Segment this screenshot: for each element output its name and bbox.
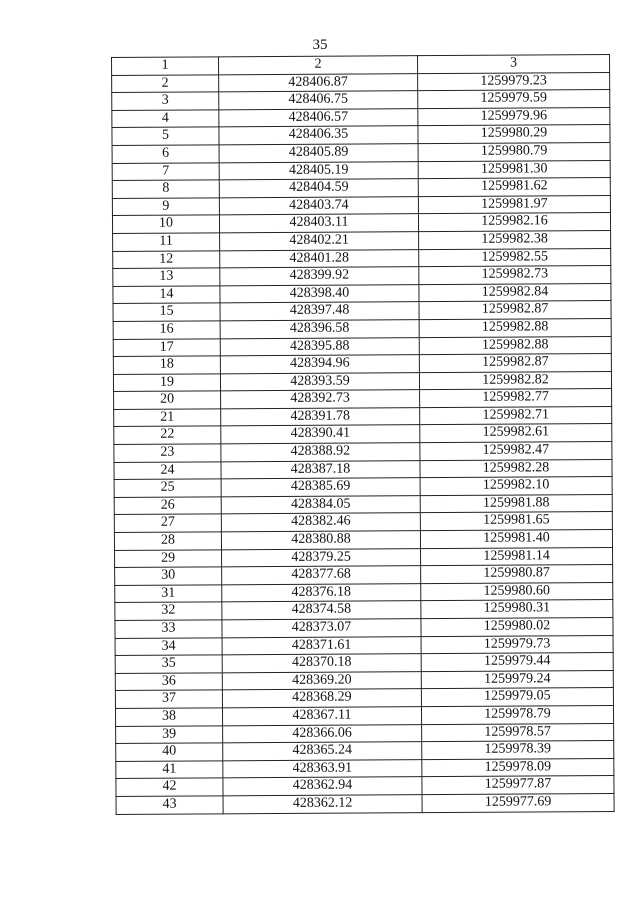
x-coordinate-cell: 428403.11 — [219, 214, 418, 233]
y-coordinate-cell: 1259979.44 — [421, 653, 613, 672]
point-number-cell: 17 — [113, 338, 220, 356]
point-number-cell: 26 — [114, 497, 221, 515]
table-row — [114, 389, 612, 410]
x-coordinate-cell: 428387.18 — [221, 460, 420, 479]
x-coordinate-cell: 428394.96 — [220, 355, 419, 374]
table-row — [112, 90, 610, 111]
x-coordinate-cell: 428402.21 — [220, 232, 419, 251]
page-number: 35 — [312, 37, 328, 53]
x-coordinate-cell: 428396.58 — [220, 320, 419, 339]
table-row — [113, 318, 611, 339]
y-coordinate-cell: 1259979.05 — [421, 688, 613, 707]
y-coordinate-cell: 1259978.39 — [422, 741, 614, 760]
y-coordinate-cell: 1259980.60 — [421, 582, 613, 601]
table-row — [112, 125, 610, 146]
x-coordinate-cell: 428379.25 — [222, 548, 421, 567]
y-coordinate-cell: 1259981.30 — [418, 160, 610, 179]
y-coordinate-cell: 1259979.73 — [421, 635, 613, 654]
y-coordinate-cell: 1259982.77 — [420, 389, 612, 408]
point-number-cell: 37 — [115, 690, 222, 708]
x-coordinate-cell: 428401.28 — [220, 249, 419, 268]
table-row — [112, 195, 610, 216]
x-coordinate-cell: 428366.06 — [223, 724, 422, 743]
y-coordinate-cell: 1259980.29 — [418, 125, 610, 144]
x-coordinate-cell: 428368.29 — [222, 689, 421, 708]
table-row — [116, 793, 614, 814]
point-number-cell: 28 — [114, 532, 221, 550]
table-row — [114, 512, 612, 533]
point-number-cell: 23 — [114, 444, 221, 462]
y-coordinate-cell: 1259981.14 — [421, 547, 613, 566]
x-coordinate-cell: 428403.74 — [219, 196, 418, 215]
table-row — [116, 723, 614, 744]
point-number-cell: 39 — [116, 725, 223, 743]
x-coordinate-cell: 428373.07 — [222, 619, 421, 638]
y-coordinate-cell: 1259981.65 — [420, 512, 612, 531]
point-number-cell: 42 — [116, 778, 223, 796]
x-coordinate-cell: 428385.69 — [221, 478, 420, 497]
x-coordinate-cell: 428406.35 — [219, 126, 418, 145]
y-coordinate-cell: 1259979.24 — [421, 670, 613, 689]
y-coordinate-cell: 1259979.59 — [418, 90, 610, 109]
point-number-cell: 4 — [112, 110, 219, 128]
y-coordinate-cell: 1259982.10 — [420, 477, 612, 496]
table-row — [116, 758, 614, 779]
point-number-cell: 24 — [114, 461, 221, 479]
x-coordinate-cell: 428384.05 — [221, 495, 420, 514]
point-number-cell: 6 — [112, 145, 219, 163]
point-number-cell: 34 — [115, 637, 222, 655]
x-coordinate-cell: 428376.18 — [222, 583, 421, 602]
y-coordinate-cell: 1259982.28 — [420, 459, 612, 478]
table-row — [114, 424, 612, 445]
column-header: 1 — [112, 57, 219, 75]
point-number-cell: 35 — [115, 655, 222, 673]
y-coordinate-cell: 1259982.47 — [420, 442, 612, 461]
y-coordinate-cell: 1259982.87 — [419, 354, 611, 373]
point-number-cell: 10 — [112, 215, 219, 233]
point-number-cell: 9 — [112, 198, 219, 216]
coordinates-table — [111, 54, 615, 815]
point-number-cell: 14 — [113, 286, 220, 304]
table-row — [115, 600, 613, 621]
table-row — [113, 336, 611, 357]
x-coordinate-cell: 428404.59 — [219, 179, 418, 198]
point-number-cell: 11 — [113, 233, 220, 251]
point-number-cell: 21 — [114, 409, 221, 427]
x-coordinate-cell: 428406.57 — [219, 108, 418, 127]
table-row — [115, 617, 613, 638]
point-number-cell: 15 — [113, 303, 220, 321]
y-coordinate-cell: 1259981.97 — [418, 195, 610, 214]
x-coordinate-cell: 428405.89 — [219, 144, 418, 163]
x-coordinate-cell: 428406.75 — [219, 91, 418, 110]
table-row — [115, 670, 613, 691]
point-number-cell: 30 — [115, 567, 222, 585]
x-coordinate-cell: 428365.24 — [223, 742, 422, 761]
point-number-cell: 25 — [114, 479, 221, 497]
x-coordinate-cell: 428367.11 — [222, 707, 421, 726]
point-number-cell: 5 — [112, 127, 219, 145]
table-row — [113, 301, 611, 322]
x-coordinate-cell: 428392.73 — [221, 390, 420, 409]
x-coordinate-cell: 428370.18 — [222, 654, 421, 673]
x-coordinate-cell: 428398.40 — [220, 284, 419, 303]
y-coordinate-cell: 1259982.71 — [420, 406, 612, 425]
y-coordinate-cell: 1259980.02 — [421, 617, 613, 636]
table-row — [114, 477, 612, 498]
x-coordinate-cell: 428362.12 — [223, 795, 422, 814]
y-coordinate-cell: 1259982.38 — [419, 230, 611, 249]
x-coordinate-cell: 428395.88 — [220, 337, 419, 356]
point-number-cell: 41 — [116, 761, 223, 779]
table-row — [115, 653, 613, 674]
table-row — [115, 635, 613, 656]
point-number-cell: 43 — [116, 796, 223, 814]
table-row — [113, 266, 611, 287]
table-row — [112, 178, 610, 199]
y-coordinate-cell: 1259981.88 — [420, 494, 612, 513]
x-coordinate-cell: 428399.92 — [220, 267, 419, 286]
x-coordinate-cell: 428362.94 — [223, 777, 422, 796]
table-row — [113, 371, 611, 392]
y-coordinate-cell: 1259980.31 — [421, 600, 613, 619]
y-coordinate-cell: 1259981.62 — [418, 178, 610, 197]
column-header: 3 — [417, 54, 609, 73]
y-coordinate-cell: 1259982.88 — [419, 318, 611, 337]
y-coordinate-cell: 1259980.87 — [421, 565, 613, 584]
x-coordinate-cell: 428369.20 — [222, 671, 421, 690]
table-row — [113, 283, 611, 304]
table-row — [112, 213, 610, 234]
point-number-cell: 27 — [114, 514, 221, 532]
x-coordinate-cell: 428374.58 — [222, 601, 421, 620]
point-number-cell: 22 — [114, 426, 221, 444]
point-number-cell: 3 — [112, 92, 219, 110]
point-number-cell: 2 — [112, 74, 219, 92]
column-header: 2 — [219, 56, 418, 75]
table-row — [116, 776, 614, 797]
point-number-cell: 33 — [115, 620, 222, 638]
y-coordinate-cell: 1259982.88 — [419, 336, 611, 355]
y-coordinate-cell: 1259980.79 — [418, 142, 610, 161]
point-number-cell: 29 — [115, 549, 222, 567]
table-row — [114, 442, 612, 463]
x-coordinate-cell: 428382.46 — [221, 513, 420, 532]
x-coordinate-cell: 428390.41 — [221, 425, 420, 444]
table-row — [112, 160, 610, 181]
y-coordinate-cell: 1259982.73 — [419, 266, 611, 285]
y-coordinate-cell: 1259982.55 — [419, 248, 611, 267]
table-row — [115, 688, 613, 709]
y-coordinate-cell: 1259982.87 — [419, 301, 611, 320]
table-row — [115, 547, 613, 568]
table-row — [113, 230, 611, 251]
point-number-cell: 19 — [113, 374, 220, 392]
point-number-cell: 8 — [112, 180, 219, 198]
y-coordinate-cell: 1259979.23 — [418, 72, 610, 91]
y-coordinate-cell: 1259982.84 — [419, 283, 611, 302]
table-row — [114, 494, 612, 515]
y-coordinate-cell: 1259977.87 — [422, 776, 614, 795]
table-row — [114, 406, 612, 427]
point-number-cell: 38 — [115, 708, 222, 726]
table-row — [112, 107, 610, 128]
point-number-cell: 20 — [114, 391, 221, 409]
x-coordinate-cell: 428405.19 — [219, 161, 418, 180]
point-number-cell: 31 — [115, 585, 222, 603]
x-coordinate-cell: 428377.68 — [222, 566, 421, 585]
table-row — [114, 529, 612, 550]
y-coordinate-cell: 1259978.09 — [422, 758, 614, 777]
table-row — [112, 142, 610, 163]
table-row — [113, 248, 611, 269]
x-coordinate-cell: 428391.78 — [221, 407, 420, 426]
x-coordinate-cell: 428388.92 — [221, 443, 420, 462]
table-row — [116, 741, 614, 762]
point-number-cell: 36 — [115, 673, 222, 691]
table-row — [115, 582, 613, 603]
x-coordinate-cell: 428397.48 — [220, 302, 419, 321]
y-coordinate-cell: 1259979.96 — [418, 107, 610, 126]
y-coordinate-cell: 1259981.40 — [420, 529, 612, 548]
x-coordinate-cell: 428393.59 — [220, 372, 419, 391]
y-coordinate-cell: 1259982.61 — [420, 424, 612, 443]
y-coordinate-cell: 1259978.79 — [421, 705, 613, 724]
x-coordinate-cell: 428371.61 — [222, 636, 421, 655]
y-coordinate-cell: 1259982.16 — [418, 213, 610, 232]
table-row — [115, 705, 613, 726]
table-row — [113, 354, 611, 375]
point-number-cell: 12 — [113, 250, 220, 268]
table-row — [114, 459, 612, 480]
y-coordinate-cell: 1259977.69 — [422, 793, 614, 812]
table-row — [112, 72, 610, 93]
point-number-cell: 16 — [113, 321, 220, 339]
x-coordinate-cell: 428363.91 — [223, 759, 422, 778]
point-number-cell: 7 — [112, 162, 219, 180]
point-number-cell: 40 — [116, 743, 223, 761]
point-number-cell: 18 — [113, 356, 220, 374]
x-coordinate-cell: 428406.87 — [219, 73, 418, 92]
point-number-cell: 32 — [115, 602, 222, 620]
y-coordinate-cell: 1259978.57 — [422, 723, 614, 742]
point-number-cell: 13 — [113, 268, 220, 286]
table-body — [112, 72, 615, 814]
x-coordinate-cell: 428380.88 — [221, 531, 420, 550]
table-row — [115, 565, 613, 586]
y-coordinate-cell: 1259982.82 — [419, 371, 611, 390]
